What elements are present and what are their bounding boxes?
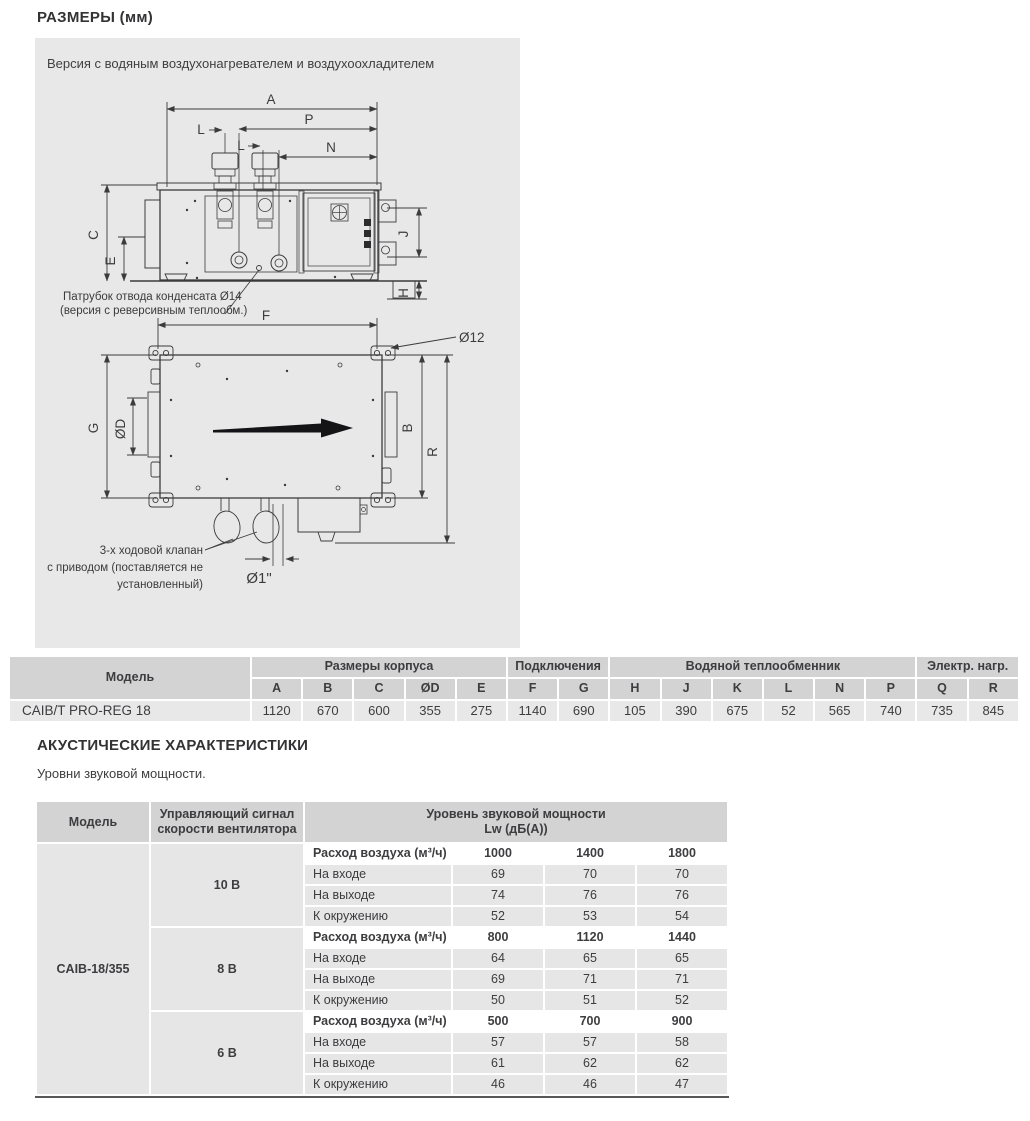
dim-group-connections: Подключения [508, 657, 608, 677]
page-title: РАЗМЕРЫ (мм) [37, 9, 154, 26]
dim-value: 675 [713, 701, 762, 721]
technical-drawing [35, 38, 520, 648]
ac-signal-6v: 6 В [151, 1012, 303, 1094]
ac-model-header: Модель [37, 802, 149, 842]
ac-lw-header-line1: Уровень звуковой мощности [426, 807, 606, 821]
ac-value: 70 [637, 865, 727, 884]
ac-value: 61 [453, 1054, 543, 1073]
ac-value: 69 [453, 865, 543, 884]
ac-value: 57 [545, 1033, 635, 1052]
ac-flow-value: 900 [637, 1012, 727, 1031]
dim-value: 275 [457, 701, 506, 721]
dimensions-table [8, 655, 1020, 723]
ac-value: 50 [453, 991, 543, 1010]
airflow-arrow-icon [213, 419, 353, 438]
three-way-valves [212, 498, 280, 544]
ac-value: 62 [637, 1054, 727, 1073]
valve-annotation-line2: с приводом (поставляется не [47, 562, 203, 574]
dim-value: 1120 [252, 701, 301, 721]
ac-flow-value: 800 [453, 928, 543, 947]
dim-label-l2: L [237, 138, 245, 153]
ac-flow-value: 700 [545, 1012, 635, 1031]
dim-letter: Q [917, 679, 966, 699]
dim-group-water-coil: Водяной теплообменник [610, 657, 915, 677]
ac-row-label-inlet: На входе [305, 1033, 451, 1052]
dim-letter: N [815, 679, 864, 699]
ac-signal-8v: 8 В [151, 928, 303, 1010]
ac-row-label-inlet: На входе [305, 949, 451, 968]
ac-flow-value: 500 [453, 1012, 543, 1031]
ac-value: 76 [637, 886, 727, 905]
dim-label-l1: L [197, 122, 205, 137]
dim-letter: P [866, 679, 915, 699]
dim-value: 670 [303, 701, 352, 721]
dim-value: 355 [406, 701, 455, 721]
dim-label-c: C [86, 230, 101, 240]
dim-label-h: H [396, 288, 411, 298]
dim-label-r: R [425, 447, 440, 457]
ac-row-label-outlet: На выходе [305, 1054, 451, 1073]
ac-signal-header: Управляющий сигнал скорости вентилятора [151, 802, 303, 842]
ac-value: 71 [545, 970, 635, 989]
dim-model-name: CAIB/T PRO-REG 18 [10, 701, 250, 721]
ac-value: 57 [453, 1033, 543, 1052]
dim-letter: F [508, 679, 557, 699]
dim-label-f: F [261, 308, 271, 323]
ac-row-label-inlet: На входе [305, 865, 451, 884]
dim-letter: L [764, 679, 813, 699]
valve-annotation-line1: 3-х ходовой клапан [99, 545, 203, 557]
ac-signal-10v: 10 В [151, 844, 303, 926]
dim-letter: ØD [406, 679, 455, 699]
dim-label-dia1: Ø1" [246, 570, 272, 587]
acoustics-subtitle: Уровни звуковой мощности. [37, 766, 206, 781]
dim-value: 565 [815, 701, 864, 721]
valve-annotation [47, 545, 203, 591]
dim-value: 845 [969, 701, 1018, 721]
dim-value: 52 [764, 701, 813, 721]
top-view [148, 337, 456, 566]
dim-label-e: E [103, 256, 118, 266]
top-view-dimensions [101, 318, 455, 559]
front-view-dim-labels [86, 92, 411, 298]
ac-flow-value: 1000 [453, 844, 543, 863]
ac-row-label-outlet: На выходе [305, 970, 451, 989]
acoustics-table-wrap [35, 800, 729, 1098]
ac-value: 46 [545, 1075, 635, 1094]
ac-flow-value: 1400 [545, 844, 635, 863]
dim-group-body: Размеры корпуса [252, 657, 506, 677]
ac-value: 47 [637, 1075, 727, 1094]
dim-letter: B [303, 679, 352, 699]
ac-value: 51 [545, 991, 635, 1010]
ac-value: 58 [637, 1033, 727, 1052]
acoustics-section-title: АКУСТИЧЕСКИЕ ХАРАКТЕРИСТИКИ [37, 737, 309, 754]
ac-value: 65 [545, 949, 635, 968]
condensate-annotation [60, 291, 248, 317]
ac-value: 62 [545, 1054, 635, 1073]
ac-value: 46 [453, 1075, 543, 1094]
ac-flow-label: Расход воздуха (м³/ч) [305, 928, 451, 947]
dim-model-header: Модель [10, 657, 250, 699]
dim-label-g: G [86, 422, 101, 434]
ac-flow-label: Расход воздуха (м³/ч) [305, 1012, 451, 1031]
dim-label-dia12: Ø12 [459, 330, 485, 345]
ac-value: 53 [545, 907, 635, 926]
dim-letter: G [559, 679, 608, 699]
dim-letter: E [457, 679, 506, 699]
drawing-caption: Версия с водяным воздухонагревателем и воздухоохладителем [47, 56, 435, 71]
dim-letter: H [610, 679, 659, 699]
condensate-annotation-line1: Патрубок отвода конденсата Ø14 [63, 291, 242, 303]
dim-value: 690 [559, 701, 608, 721]
dim-label-p: P [304, 112, 314, 127]
dim-label-b: B [400, 423, 415, 433]
dim-label-a: A [266, 92, 276, 107]
dim-value: 1140 [508, 701, 557, 721]
ac-lw-header [305, 802, 727, 842]
dim-label-od: ØD [113, 418, 128, 440]
valve-annotation-line3: установленный) [117, 579, 203, 591]
front-view [130, 133, 427, 314]
ac-flow-label: Расход воздуха (м³/ч) [305, 844, 451, 863]
dim-value: 740 [866, 701, 915, 721]
ac-value: 64 [453, 949, 543, 968]
ac-value: 70 [545, 865, 635, 884]
dimensions-drawing-panel [35, 38, 520, 648]
condensate-port [257, 266, 262, 271]
dim-group-electric: Электр. нагр. [917, 657, 1018, 677]
dim-value: 390 [662, 701, 711, 721]
dim-letter: K [713, 679, 762, 699]
ac-row-label-surround: К окружению [305, 991, 451, 1010]
acoustics-table [35, 800, 729, 1096]
dim-value: 735 [917, 701, 966, 721]
dim-letter: C [354, 679, 403, 699]
ac-flow-value: 1440 [637, 928, 727, 947]
dim-value: 105 [610, 701, 659, 721]
ac-value: 52 [453, 907, 543, 926]
dim-value: 600 [354, 701, 403, 721]
ac-value: 71 [637, 970, 727, 989]
ac-value: 54 [637, 907, 727, 926]
ac-value: 52 [637, 991, 727, 1010]
ac-flow-value: 1120 [545, 928, 635, 947]
condensate-annotation-line2: (версия с реверсивным теплообм.) [60, 305, 248, 317]
ac-value: 69 [453, 970, 543, 989]
ac-model-name: CAIB-18/355 [37, 844, 149, 1094]
dia12-leader-line [391, 337, 456, 348]
ac-value: 74 [453, 886, 543, 905]
ac-row-label-surround: К окружению [305, 907, 451, 926]
dim-letter: J [662, 679, 711, 699]
ac-value: 65 [637, 949, 727, 968]
ac-value: 76 [545, 886, 635, 905]
ac-row-label-surround: К окружению [305, 1075, 451, 1094]
dim-label-n: N [326, 140, 336, 155]
dim-letter: R [969, 679, 1018, 699]
dim-label-j: J [396, 230, 411, 238]
dim-letter: A [252, 679, 301, 699]
ac-flow-value: 1800 [637, 844, 727, 863]
ac-row-label-outlet: На выходе [305, 886, 451, 905]
ac-lw-header-line2: Lw (дБ(A)) [484, 822, 548, 836]
